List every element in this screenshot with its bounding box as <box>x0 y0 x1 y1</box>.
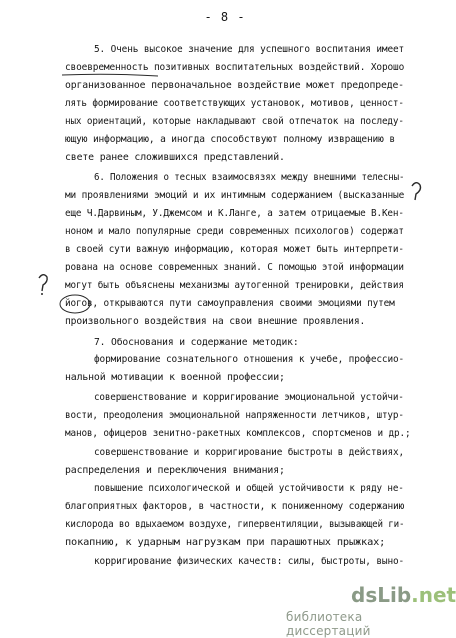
text-line: 6. Положения о тесных взаимосвязях между внешними телесны- <box>94 172 405 183</box>
text-line: ющую информацию, а иногда способствуют полному извращению в <box>65 134 395 145</box>
text-line: ных ориентаций, которые накладывают свой отпечаток на последу- <box>65 116 404 127</box>
text-line: манов, офицеров зенитно-ракетных комплексов, спортсменов и др.; <box>65 428 411 439</box>
text-line: распределения и переключения внимания; <box>65 465 285 476</box>
text-line: йогов, открываются пути самоуправления своими эмоциями путем <box>65 298 395 309</box>
text-line: 5. Очень высокое значение для успешного воспитания имеет <box>94 44 405 55</box>
text-line: лять формирование соответствующих установок, мотивов, ценност- <box>65 98 404 109</box>
handwritten-question-mark <box>36 272 50 296</box>
text-line: ноном и мало популярные среди современных психологов) содержат <box>65 226 404 237</box>
watermark-logo: dsLib.net <box>351 583 456 607</box>
handwritten-question-mark <box>408 180 424 206</box>
text-line: покапнию, к ударным нагрузкам при парашютных прыжках; <box>65 537 386 548</box>
text-line: могут быть объяснены механизмы аутогенной тренировки, действия <box>65 280 404 291</box>
handwritten-underline <box>60 72 160 78</box>
text-line: повышение психологической и общей устойчивости к ряду не- <box>94 483 404 494</box>
text-line: совершенствование и корригирование эмоциональной устойчи- <box>94 392 404 403</box>
text-line: нальной мотивации к военной профессии; <box>65 372 285 383</box>
text-line: 7. Обоснования и содержание методик: <box>94 337 299 348</box>
handwritten-circle <box>58 293 92 315</box>
text-line: корригирование физических качеств: силы, быстроты, выно- <box>94 556 405 567</box>
text-line: организованное первоначальное воздействие может предопреде- <box>65 80 404 91</box>
text-line: ми проявлениями эмоций и их интимным содержанием (высказанные <box>65 190 405 201</box>
text-line: кислорода во вдыхаемом воздухе, гипервентиляции, вызывающей ги- <box>65 519 405 530</box>
text-line: в своей сути важную информацию, которая может быть интерпрети- <box>65 244 404 255</box>
text-line: формирование сознательного отношения к учебе, профессио- <box>94 354 405 365</box>
text-line: рована на основе современных знаний. С помощью этой информации <box>65 262 404 273</box>
text-line: свете ранее сложившихся представлений. <box>65 152 285 163</box>
text-line: произвольного воздействия на свои внешние проявления. <box>65 316 366 327</box>
watermark-tagline: библиотека диссертаций <box>286 610 371 638</box>
text-line: благоприятных факторов, в частности, к пониженному содержанию <box>65 501 405 512</box>
text-line: своевременность позитивных воспитательных воздействий. Хорошо <box>65 62 405 73</box>
text-line: совершенствование и корригирование быстроты в действиях, <box>94 447 405 458</box>
page-number: - 8 - <box>204 10 246 24</box>
text-line: еще Ч.Дарвиным, У.Джемсом и К.Ланге, а затем отрицаемые В.Кен- <box>65 208 404 219</box>
text-line: вости, преодоления эмоциональной напряженности летчиков, штур- <box>65 410 404 421</box>
